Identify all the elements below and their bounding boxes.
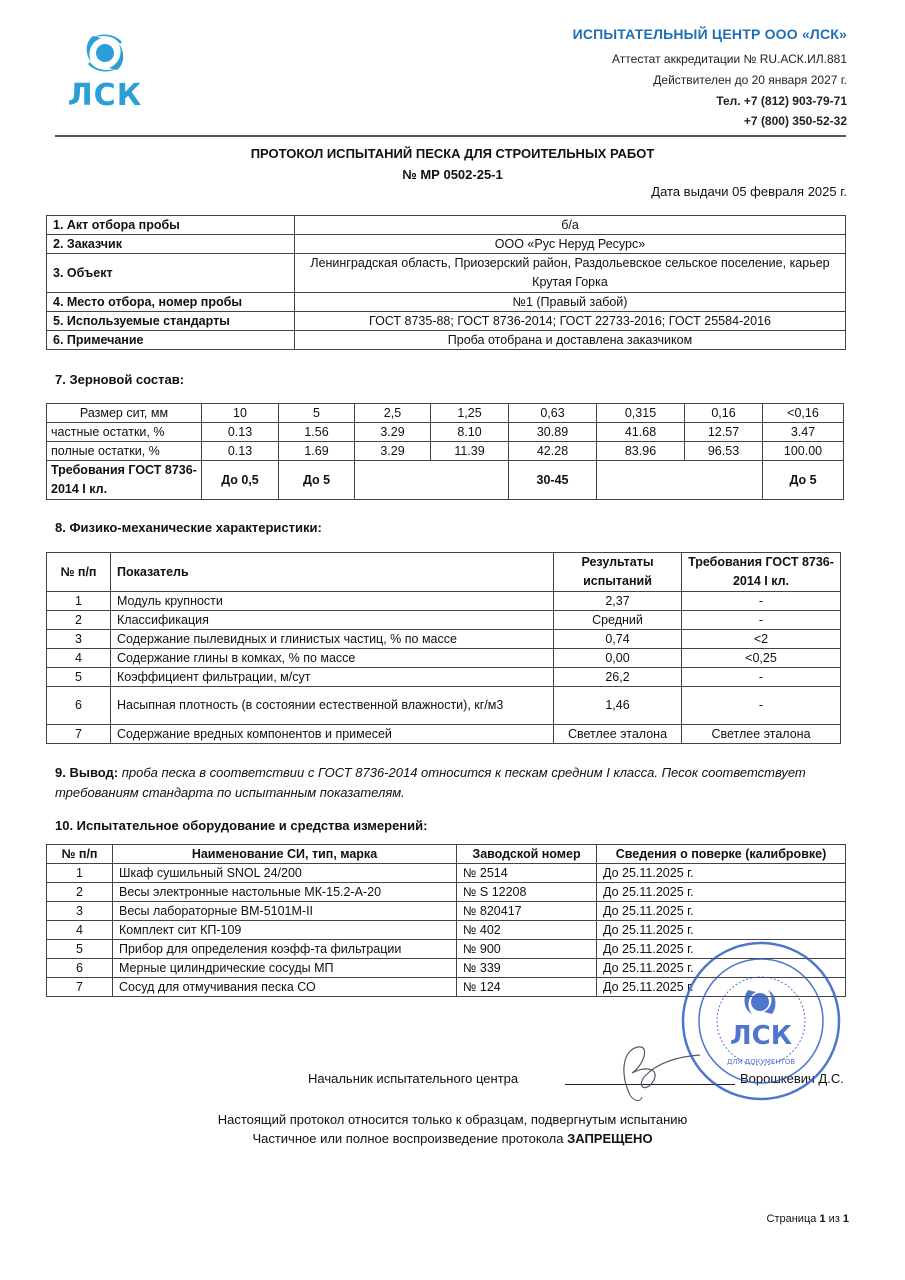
info-value: Проба отобрана и доставлена заказчиком: [295, 331, 846, 350]
indicator-name: Насыпная плотность (в состоянии естественной влажности), кг/м3: [111, 687, 554, 725]
calibration-info: До 25.11.2025 г.: [597, 940, 846, 959]
document-number: № МР 0502-25-1: [402, 167, 503, 182]
requirement: До 5: [279, 461, 355, 500]
requirement: <0,25: [682, 649, 841, 668]
document-title: ПРОТОКОЛ ИСПЫТАНИЙ ПЕСКА ДЛЯ СТРОИТЕЛЬНЫХ РАБОТ: [250, 146, 655, 161]
instrument-name: Комплект сит КП-109: [113, 921, 457, 940]
indicator-name: Содержание пылевидных и глинистых частиц, % по массе: [111, 630, 554, 649]
conclusion: [55, 763, 855, 803]
table-row: [47, 442, 844, 461]
row-number: 2: [47, 883, 113, 902]
calibration-info: До 25.11.2025 г.: [597, 921, 846, 940]
indicator-name: Классификация: [111, 611, 554, 630]
full-residue: 3.29: [355, 442, 431, 461]
page-separator: из: [825, 1213, 843, 1225]
full-residue: 11.39: [431, 442, 509, 461]
info-label: 1. Акт отбора пробы: [47, 216, 295, 235]
requirement: Светлее эталона: [682, 725, 841, 744]
serial-number: № 339: [457, 959, 597, 978]
header-divider: [55, 135, 846, 137]
company-logo: [55, 28, 155, 114]
test-result: Светлее эталона: [554, 725, 682, 744]
row-number: 6: [47, 687, 111, 725]
footer-note-scope: Настоящий протокол относится только к образцам, подвергнутым испытанию: [217, 1112, 688, 1127]
serial-number: № 820417: [457, 902, 597, 921]
instrument-name: Прибор для определения коэфф-та фильтрации: [113, 940, 457, 959]
info-label: 2. Заказчик: [47, 235, 295, 254]
requirement: [597, 461, 763, 500]
column-header: Результаты испытаний: [554, 553, 682, 592]
table-row: [47, 902, 846, 921]
info-value: Ленинградская область, Приозерский район, Раздольевское сельское поселение, карьер Крутая Горка: [295, 254, 846, 293]
table-row: [47, 630, 841, 649]
requirement: До 5: [763, 461, 844, 500]
requirement: До 0,5: [202, 461, 279, 500]
logo-text: ЛСК: [67, 78, 143, 113]
sieve-size: <0,16: [763, 404, 844, 423]
conclusion-text: проба песка в соответствии с ГОСТ 8736-2014 относится к пескам средним I класса. Песок соответствует требованиям стандарта по испытанным показателям.: [55, 765, 806, 800]
calibration-info: До 25.11.2025 г.: [597, 978, 846, 997]
sieve-size: 1,25: [431, 404, 509, 423]
partial-residue: 3.47: [763, 423, 844, 442]
serial-number: № 900: [457, 940, 597, 959]
row-number: 7: [47, 725, 111, 744]
indicator-name: Коэффициент фильтрации, м/сут: [111, 668, 554, 687]
table-row: [47, 921, 846, 940]
row-number: 3: [47, 902, 113, 921]
test-result: 0,00: [554, 649, 682, 668]
calibration-info: До 25.11.2025 г.: [597, 864, 846, 883]
requirement: -: [682, 611, 841, 630]
requirement: <2: [682, 630, 841, 649]
requirement: -: [682, 592, 841, 611]
column-header: Требования ГОСТ 8736-2014 I кл.: [682, 553, 841, 592]
test-result: 2,37: [554, 592, 682, 611]
partial-residue: 41.68: [597, 423, 685, 442]
phone-1: Тел. +7 (812) 903-79-71: [716, 94, 847, 108]
issue-date: Дата выдачи 05 февраля 2025 г.: [651, 184, 847, 199]
partial-residue: 3.29: [355, 423, 431, 442]
partial-residue: 30.89: [509, 423, 597, 442]
row-label: частные остатки, %: [47, 423, 202, 442]
phone-2: +7 (800) 350-52-32: [743, 114, 847, 128]
column-header: № п/п: [47, 845, 113, 864]
test-result: 0,74: [554, 630, 682, 649]
page-total: 1: [842, 1213, 849, 1225]
calibration-info: До 25.11.2025 г.: [597, 883, 846, 902]
table-row: [47, 423, 844, 442]
full-residue: 0.13: [202, 442, 279, 461]
row-number: 7: [47, 978, 113, 997]
full-residue: 96.53: [685, 442, 763, 461]
row-number: 4: [47, 921, 113, 940]
table-row: [47, 331, 846, 350]
equipment-section-title: 10. Испытательное оборудование и средства измерений:: [55, 818, 428, 833]
column-header: Сведения о поверке (калибровке): [597, 845, 846, 864]
requirement: [355, 461, 509, 500]
instrument-name: Шкаф сушильный SNOL 24/200: [113, 864, 457, 883]
row-label: Требования ГОСТ 8736-2014 I кл.: [47, 461, 202, 500]
partial-residue: 8.10: [431, 423, 509, 442]
swirl-logo-icon: [55, 28, 155, 80]
org-title: ИСПЫТАТЕЛЬНЫЙ ЦЕНТР ООО «ЛСК»: [572, 26, 847, 42]
full-residue: 1.69: [279, 442, 355, 461]
info-label: 6. Примечание: [47, 331, 295, 350]
row-number: 3: [47, 630, 111, 649]
requirement: -: [682, 668, 841, 687]
indicator-name: Модуль крупности: [111, 592, 554, 611]
table-row: [47, 461, 844, 500]
svg-text:ЛСК: ЛСК: [730, 1021, 792, 1051]
sieve-size: 2,5: [355, 404, 431, 423]
table-row: [47, 404, 844, 423]
partial-residue: 0.13: [202, 423, 279, 442]
instrument-name: Весы лабораторные ВМ-5101М-II: [113, 902, 457, 921]
instrument-name: Сосуд для отмучивания песка СО: [113, 978, 457, 997]
info-value: б/а: [295, 216, 846, 235]
physical-section-title: 8. Физико-механические характеристики:: [55, 520, 322, 535]
partial-residue: 12.57: [685, 423, 763, 442]
table-row: [47, 592, 841, 611]
info-value: ООО «Рус Неруд Ресурс»: [295, 235, 846, 254]
partial-residue: 1.56: [279, 423, 355, 442]
table-row: [47, 611, 841, 630]
row-number: 1: [47, 864, 113, 883]
serial-number: № S 12208: [457, 883, 597, 902]
table-row: [47, 312, 846, 331]
row-number: 5: [47, 668, 111, 687]
serial-number: № 2514: [457, 864, 597, 883]
sample-info-table: [46, 215, 846, 350]
official-stamp-icon: [680, 940, 842, 1102]
test-result: Средний: [554, 611, 682, 630]
table-row: [47, 235, 846, 254]
grain-table: [46, 403, 844, 500]
grain-section-title: 7. Зерновой состав:: [55, 372, 185, 387]
full-residue: 83.96: [597, 442, 685, 461]
info-value: ГОСТ 8735-88; ГОСТ 8736-2014; ГОСТ 22733-2016; ГОСТ 25584-2016: [295, 312, 846, 331]
accreditation-valid-until: Действителен до 20 января 2027 г.: [653, 73, 847, 87]
physical-table: [46, 552, 841, 744]
row-number: 4: [47, 649, 111, 668]
column-header: Показатель: [111, 553, 554, 592]
calibration-info: До 25.11.2025 г.: [597, 959, 846, 978]
info-label: 3. Объект: [47, 254, 295, 293]
row-label: Размер сит, мм: [47, 404, 202, 423]
footer-note-reproduction: [0, 1131, 905, 1146]
column-header: Наименование СИ, тип, марка: [113, 845, 457, 864]
requirement: -: [682, 687, 841, 725]
table-row: [47, 725, 841, 744]
instrument-name: Весы электронные настольные МК-15.2-А-20: [113, 883, 457, 902]
conclusion-label: 9. Вывод:: [55, 765, 119, 780]
test-result: 26,2: [554, 668, 682, 687]
page-label: Страница: [766, 1213, 820, 1225]
table-row: [47, 864, 846, 883]
row-label: полные остатки, %: [47, 442, 202, 461]
table-row: [47, 883, 846, 902]
full-residue: 100.00: [763, 442, 844, 461]
sieve-size: 0,315: [597, 404, 685, 423]
accreditation: Аттестат аккредитации № RU.АСК.ИЛ.881: [612, 52, 847, 66]
serial-number: № 124: [457, 978, 597, 997]
signatory-position: Начальник испытательного центра: [308, 1071, 519, 1086]
table-row: [47, 293, 846, 312]
info-label: 4. Место отбора, номер пробы: [47, 293, 295, 312]
requirement: 30-45: [509, 461, 597, 500]
footer-note-prohibited: ЗАПРЕЩЕНО: [567, 1131, 653, 1146]
calibration-info: До 25.11.2025 г.: [597, 902, 846, 921]
table-row: [47, 649, 841, 668]
row-number: 2: [47, 611, 111, 630]
signatory-name: Ворошкевич Д.С.: [740, 1071, 844, 1086]
info-label: 5. Используемые стандарты: [47, 312, 295, 331]
svg-text:ДЛЯ ДОКУМЕНТОВ: ДЛЯ ДОКУМЕНТОВ: [726, 1058, 796, 1066]
full-residue: 42.28: [509, 442, 597, 461]
info-value: №1 (Правый забой): [295, 293, 846, 312]
page-current: 1: [819, 1213, 826, 1225]
sieve-size: 0,63: [509, 404, 597, 423]
instrument-name: Мерные цилиндрические сосуды МП: [113, 959, 457, 978]
table-row: [47, 668, 841, 687]
test-result: 1,46: [554, 687, 682, 725]
indicator-name: Содержание глины в комках, % по массе: [111, 649, 554, 668]
table-row: [47, 254, 846, 293]
row-number: 5: [47, 940, 113, 959]
row-number: 1: [47, 592, 111, 611]
serial-number: № 402: [457, 921, 597, 940]
column-header: № п/п: [47, 553, 111, 592]
sieve-size: 5: [279, 404, 355, 423]
table-row: [47, 687, 841, 725]
sieve-size: 10: [202, 404, 279, 423]
table-header-row: [47, 845, 846, 864]
table-row: [47, 216, 846, 235]
sieve-size: 0,16: [685, 404, 763, 423]
table-header-row: [47, 553, 841, 592]
indicator-name: Содержание вредных компонентов и примесей: [111, 725, 554, 744]
footer-note-text: Частичное или полное воспроизведение протокола: [252, 1131, 568, 1146]
row-number: 6: [47, 959, 113, 978]
column-header: Заводской номер: [457, 845, 597, 864]
page-number: [767, 1213, 849, 1225]
